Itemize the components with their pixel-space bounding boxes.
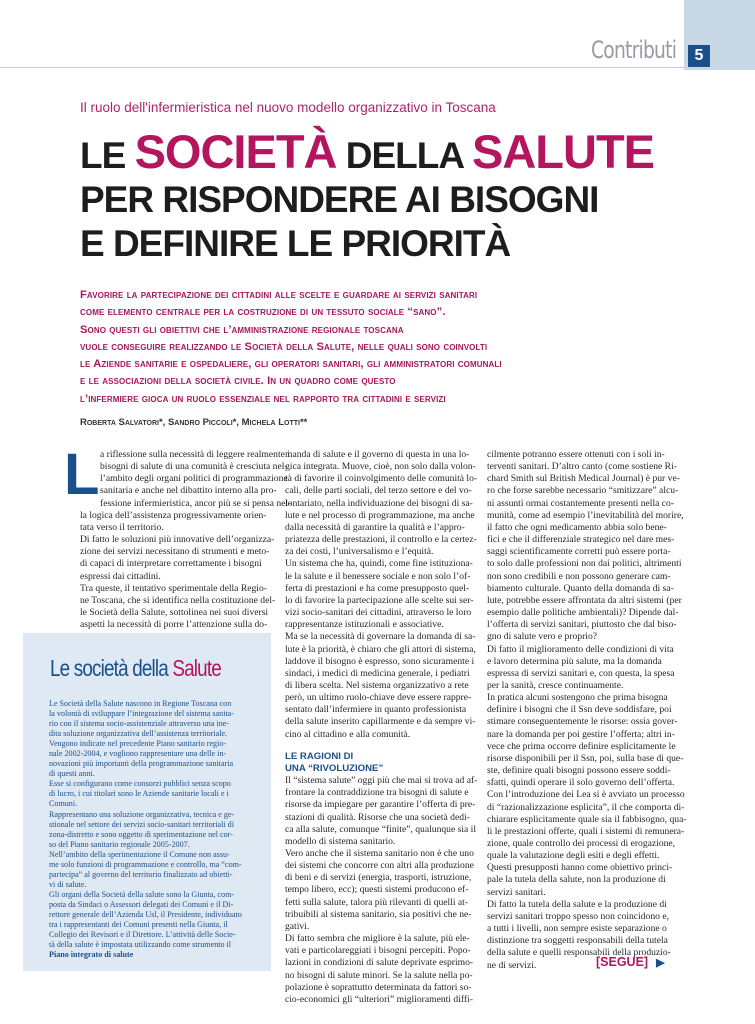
box-line: novazioni più importanti della programmazione sanitaria	[49, 759, 234, 769]
body-line: priatezza delle prestazioni, il controllo e la certez-	[285, 534, 477, 546]
box-line: Nell’ambito della sperimentazione il Comune non assu-	[49, 849, 230, 859]
sidebar-box-body	[49, 699, 264, 960]
box-line: Rappresentano una soluzione organizzativa, tecnica e ge-	[49, 809, 235, 819]
body-line: lo di favorire la partecipazione alle scelte sui ser-	[285, 594, 474, 606]
box-line: tra i rappresentanti dei Comuni presenti nella Giunta, il	[49, 920, 228, 930]
page-number: 5	[688, 45, 710, 67]
body-line: chard Smith sul British Medical Journal) è pur ve-	[487, 473, 680, 485]
box-line: rio con il sistema socio-assistenziale attraverso una ine-	[49, 719, 230, 729]
box-line: zona-distretto e sono oggetto di sperimentazione nel cor-	[49, 829, 233, 839]
box-line: nale 2002-2004, e vogliono rappresentare una delle in-	[49, 749, 227, 759]
box-line: la volontà di sviluppare l’integrazione del sistema sanita-	[49, 709, 234, 719]
body-line: servizi sanitari.	[487, 886, 546, 898]
body-line: Un sistema che ha, quindi, come fine istituziona-	[285, 558, 473, 570]
subheading: LE RAGIONI DI	[285, 750, 354, 762]
body-line: di “razionalizzazione esplicita”, il che comporta di-	[487, 801, 685, 813]
article-abstract	[80, 287, 680, 408]
body-line: munità, come ad esempio l’inevitabilità del morire,	[487, 509, 684, 521]
body-line: a tutti i livelli, non sempre esiste separazione o	[487, 923, 667, 935]
body-line: ne Toscana, che si identifica nella costituzione del-	[80, 594, 276, 606]
title-word-salute: SALUTE	[472, 125, 654, 178]
body-line: della salute inserito capillarmente e da sempre vi-	[285, 716, 476, 728]
box-line: tà della salute è impostata utilizzando come strumento il	[49, 940, 232, 950]
body-line: espressi dai cittadini.	[80, 570, 161, 582]
abstract-line: l’infermiere gioca un ruolo essenziale nel rapporto tra cittadini e servizi	[80, 392, 446, 405]
body-line: a riflessione sulla necessità di leggere realmente i	[100, 449, 290, 460]
body-line: l’offerta di servizi sanitari, piuttosto che dal biso-	[487, 619, 677, 631]
body-line: Questi presupposti hanno come obiettivo princi-	[487, 862, 673, 874]
body-line: cino al cittadino e alla comunità.	[285, 728, 411, 740]
body-line: cali, delle parti sociali, del terzo settore e del vo-	[285, 485, 472, 497]
body-line: lute e nel processo di programmazione, ma anche	[285, 509, 475, 521]
body-line: esempio dalle politiche ambientali)? Dipende dal-	[487, 607, 679, 619]
body-line: le Società della Salute, sottolinea nei suoi diversi	[80, 607, 269, 619]
body-line: frontare la contraddizione tra bisogni di salute e	[285, 787, 469, 799]
body-line: gica integrata. Muove, cioè, non solo dalla volon-	[285, 461, 476, 473]
triangle-right-icon: ▶	[656, 957, 665, 969]
body-column-2	[285, 449, 480, 1006]
body-line: li le prestazioni offerte, quali i sistemi di remunera-	[487, 825, 685, 837]
title-word-della: DELLA	[336, 135, 472, 176]
body-line: biamento culturale. Quanto della domanda di sa-	[487, 582, 674, 594]
title-line-3: E DEFINIRE LE PRIORITÀ	[80, 223, 511, 264]
body-line: ste, definire quali bisogni possono essere soddi-	[487, 765, 671, 777]
body-line: cio-economici gli “ulteriori” miglioramenti diffi-	[285, 993, 473, 1005]
box-line: Le Società della Salute nascono in Regione Toscana con	[49, 699, 232, 708]
body-line: zione, quale controllo dei processi di erogazione,	[487, 838, 676, 849]
body-line: rappresentanze istituzionali e associative.	[285, 619, 444, 631]
body-line: ca alla salute, comunque “finite”, qualunque sia il	[285, 823, 477, 835]
box-line: vi di salute.	[49, 879, 87, 889]
body-line: stazioni di qualità. Risorse che una società dedi-	[285, 811, 470, 823]
body-line: di capaci di interpretare correttamente i bisogni	[80, 558, 262, 570]
article-kicker: Il ruolo dell'infermieristica nel nuovo modello organizzativo in Toscana	[80, 100, 496, 115]
body-line: sanitaria e anche nel dibattito interno alla pro-	[100, 485, 277, 497]
body-line: servizi sanitari troppo spesso non coincidono e,	[487, 910, 669, 922]
body-line: pale la tutela della salute, non la produzione di	[487, 874, 666, 886]
body-line: tata verso il territorio.	[80, 521, 164, 533]
body-line: ne di servizi.	[487, 959, 537, 971]
box-line-bold: Piano integrato di salute	[49, 950, 134, 960]
abstract-line: Sono questi gli obiettivi che l’amministrazione regionale toscana	[80, 323, 404, 336]
body-line: definire i bisogni che il Ssn deve soddisfare, poi	[487, 704, 672, 716]
body-line: Di fatto le soluzioni più innovative dell’organizza-	[80, 534, 275, 546]
article-authors: Roberta Salvatori*, Sandro Piccoli*, Michela Lotti**	[80, 417, 308, 428]
drop-cap: L	[64, 442, 100, 507]
body-line: In pratica alcuni sostengono che prima bisogna	[487, 692, 668, 704]
section-label: Contributi	[591, 36, 677, 64]
body-line: terventi sanitari. D’altro canto (come sostiene Ri-	[487, 461, 677, 473]
title-word-le: LE	[80, 135, 135, 176]
continue-link[interactable]	[596, 955, 665, 969]
body-line: zione dei servizi necessitano di strumenti e meto-	[80, 546, 270, 558]
body-line: tà di favorire il coinvolgimento delle comunità lo-	[285, 473, 478, 485]
body-line: fetti sulla salute, talora più rilevanti di quelli at-	[285, 896, 469, 908]
body-line: sentato dall’infermiere in quanto professionista	[285, 704, 467, 716]
body-line: ni assunti ormai costantemente presenti nella co-	[487, 497, 675, 509]
body-line: vizi socio-sanitari dei cittadini, attraverso le loro	[285, 607, 472, 619]
body-line: ferta di prestazioni e ha come presupposto quel-	[285, 582, 470, 594]
body-line: sfatti, quindi operare il solo governo dell’offerta.	[487, 777, 675, 789]
abstract-line: e le associazioni della società civile. In un quadro come questo	[80, 375, 396, 388]
box-line: stionale nel settore dei servizi socio-sanitari territoriali di	[49, 819, 234, 829]
box-line: Comuni.	[49, 799, 78, 809]
body-line: modello di sistema sanitario.	[285, 835, 396, 847]
box-line: dita soluzione organizzativa dell’assistenza territoriale.	[49, 729, 228, 739]
body-line: risorse disponibili per il Ssn, poi, sulla base di que-	[487, 752, 684, 764]
body-line: dei sistemi che concorre con altri alla produzione	[285, 860, 474, 872]
body-line: stimare conseguentemente le risorse: ossia gover-	[487, 716, 678, 728]
body-line: polazione è soprattutto determinata da fattori so-	[285, 981, 472, 993]
body-line: risorse da impiegare per garantire l’offerta di pre-	[285, 799, 476, 811]
box-line: me solo funzioni di programmazione e controllo, ma “com-	[49, 859, 242, 869]
box-title-part: Le società della	[50, 655, 173, 681]
abstract-line: le Aziende sanitarie e ospedaliere, gli operatori sanitari, gli amministratori comunali	[80, 358, 502, 371]
body-line: Vero anche che il sistema sanitario non è che uno	[285, 848, 474, 859]
body-line: lazioni in condizioni di salute deprivate esprimo-	[285, 957, 474, 969]
continue-label: [SEGUE]	[596, 955, 649, 969]
box-title-highlight: Salute	[172, 655, 221, 681]
body-line: no bisogni di salute minori. Se la salute nella po-	[285, 969, 473, 981]
body-line: bisogni di salute di una comunità è cresciuta nel-	[100, 461, 288, 473]
body-line: il fatto che ogni medicamento abbia solo bene-	[487, 521, 667, 533]
body-line: Con l’introduzione dei Lea si è avviato un processo	[487, 789, 685, 801]
body-line: laddove il bisogno è espresso, sono sicuramente i	[285, 655, 475, 667]
abstract-line: come elemento centrale per la costruzione di un tessuto sociale “sano”.	[80, 306, 446, 319]
body-line: Di fatto sembra che migliore è la salute, più ele-	[285, 933, 470, 945]
body-line: sindaci, i medici di medicina generale, i pediatri	[285, 667, 470, 679]
body-line: Tra queste, il tentativo sperimentale della Regio-	[80, 582, 267, 594]
body-line: per la sanità, cresce continuamente.	[487, 679, 624, 691]
body-line: vece che prima occorre definire esplicitamente le	[487, 740, 676, 752]
box-line: partecipa” al governo del territorio finalizzato ad obietti-	[49, 869, 233, 879]
body-line: aspetti la necessità di porre l’attenzione sulla do-	[80, 619, 268, 631]
sidebar-box-title	[50, 655, 221, 682]
box-line: Collegio dei Revisori e il Direttore. L’attività delle Socie-	[49, 930, 236, 940]
body-line: fici e che il differenziale strategico nel dare mes-	[487, 534, 675, 546]
title-word-societa: SOCIETÀ	[134, 125, 337, 178]
body-line: Il “sistema salute” oggi più che mai si trova ad af-	[285, 775, 478, 787]
body-line: quale la valutazione degli esiti e degli effetti.	[487, 850, 660, 862]
body-line: saggi scientificamente corretti può essere porta-	[487, 546, 671, 558]
body-line: chiarare esplicitamente quale sia il fabbisogno, qua-	[487, 813, 687, 825]
box-line: so del Piano sanitario regionale 2005-2007.	[49, 839, 190, 849]
body-line: però, un ultimo ruolo-chiave deve essere rappre-	[285, 692, 472, 704]
article-title	[80, 125, 720, 266]
body-line: ro che forse sarebbe necessario “smitizzare” alcu-	[487, 485, 679, 497]
header-rule	[0, 67, 684, 68]
body-line: lute, potrebbe essere affrontata da altri sistemi (per	[487, 594, 682, 606]
body-line: di beni e di servizi (energia, trasporti, istruzione,	[285, 872, 472, 884]
body-line: l’ambito degli organi politici di programmazione	[100, 473, 288, 485]
box-line: Vengono indicate nel precedente Piano sanitario regio-	[49, 739, 227, 749]
body-line: nare la domanda per poi gestire l’offerta; altri in-	[487, 728, 675, 740]
box-line: rettore generale dell’Azienda Usl, il Presidente, individuato	[49, 909, 242, 919]
box-line: di questi anni.	[49, 769, 95, 779]
body-line: manda di salute e il governo di questa in una lo-	[285, 449, 470, 460]
box-line: Gli organi della Società della salute sono la Giunta, com-	[49, 889, 235, 899]
body-line: to solo dalle professioni non dai politici, altrimenti	[487, 558, 682, 570]
box-line: posta da Sindaci o Assessori delegati dei Comuni e il Di-	[49, 899, 234, 909]
body-line: Di fatto la tutela della salute e la produzione di	[487, 898, 667, 910]
body-line: vati e particolareggiati i bisogni percepiti. Popo-	[285, 945, 471, 957]
body-line: Ma se la necessità di governare la domanda di sa-	[285, 631, 476, 643]
body-line: cilmente potranno essere ottenuti con i soli in-	[487, 449, 665, 460]
body-column-1	[80, 449, 292, 631]
body-line: gno di salute vero e proprio?	[487, 631, 598, 643]
body-line: lute è la priorità, è chiaro che gli attori di sistema,	[285, 643, 476, 655]
body-line: le la salute e il benessere sociale e non solo l’of-	[285, 570, 471, 582]
subheading: UNA “RIVOLUZIONE”	[285, 762, 384, 774]
body-column-3	[487, 449, 687, 972]
body-line: tempo libero, ecc); questi sistemi producono ef-	[285, 884, 469, 896]
body-line: dalla necessità di garantire la qualità e l’appro-	[285, 521, 465, 533]
abstract-line: vuole conseguire realizzando le Società della Salute, nelle quali sono coinvolti	[80, 340, 488, 353]
body-line: fessione infermieristica, ancor più se si pensa nel-	[100, 497, 292, 509]
title-line-2: PER RISPONDERE AI BISOGNI	[80, 179, 599, 220]
body-line: e lavoro determina più salute, ma la domanda	[487, 655, 662, 667]
body-line: gativi.	[285, 920, 310, 932]
body-line: espressa di servizi sanitari e, con questa, la spesa	[487, 667, 675, 679]
body-line: tribuibili al sistema sanitario, sia positivi che ne-	[285, 908, 472, 920]
body-line: la logica dell’assistenza progressivamente orien-	[80, 509, 267, 521]
body-line: distinzione tra soggetti responsabili della tutela	[487, 935, 668, 947]
body-line: za dei costi, l’universalismo e l’equità.	[285, 546, 434, 558]
body-line: lontariato, nella individuazione dei bisogni di sa-	[285, 497, 473, 509]
box-line: Esse si configurano come consorzi pubblici senza scopo	[49, 779, 231, 789]
abstract-line: Favorire la partecipazione dei cittadini alle scelte e guardare ai servizi sanitari	[80, 289, 478, 301]
box-line: di lucro, i cui titolari sono le Aziende sanitarie locali e i	[49, 789, 229, 799]
body-line: della salute e quelli responsabili della produzio-	[487, 947, 671, 959]
body-line: non sono credibili e non possono generare cam-	[487, 570, 671, 582]
body-line: Di fatto il miglioramento delle condizioni di vita	[487, 643, 674, 655]
body-line: di libera scelta. Nel sistema organizzativo a rete	[285, 679, 469, 691]
